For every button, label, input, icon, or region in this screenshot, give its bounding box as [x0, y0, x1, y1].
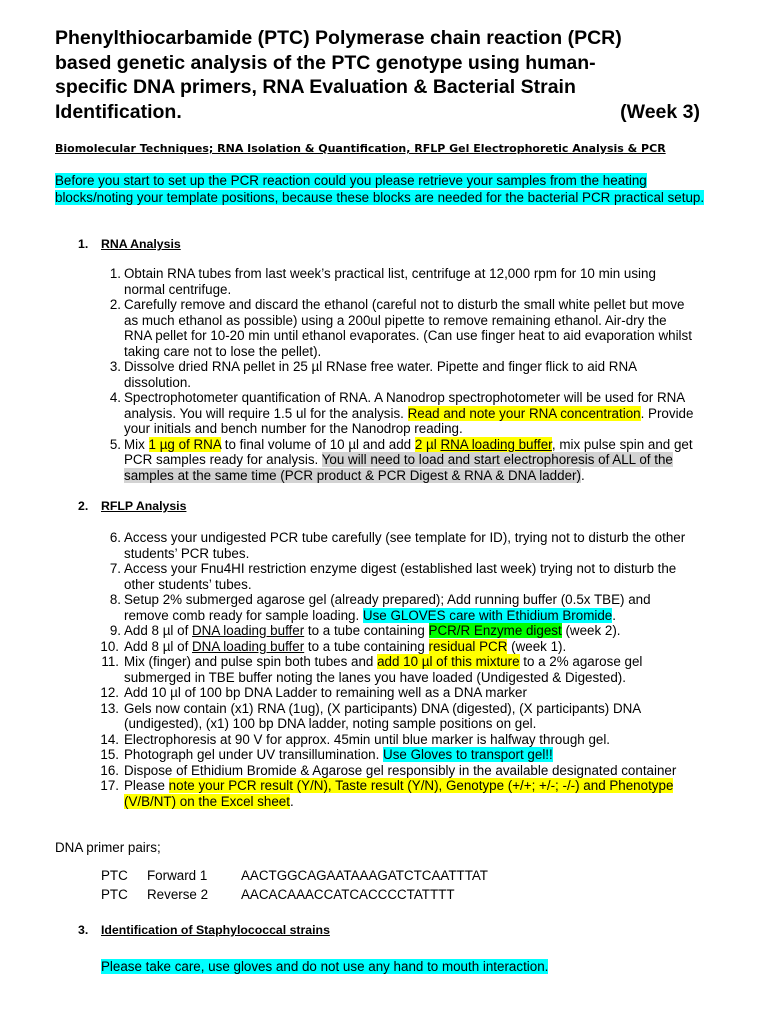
step-text-b: to a tube containing	[304, 623, 429, 638]
title-line-4-text: Identification.	[55, 100, 182, 123]
step-number: 14.	[100, 731, 119, 747]
subtitle: Biomolecular Techniques; RNA Isolation & Quantification, RFLP Gel Electrophoretic Analysis & PCR	[55, 142, 666, 155]
safety-note	[101, 959, 548, 974]
step-4	[109, 390, 696, 437]
step-number: 16.	[100, 762, 119, 778]
step-text: Electrophoresis at 90 V for approx. 45min until blue marker is halfway through gel.	[124, 731, 611, 747]
step-8	[109, 592, 696, 623]
step-text: Add 10 µl of 100 bp DNA Ladder to remaining well as a DNA marker	[124, 685, 527, 700]
intro-notice	[55, 172, 705, 206]
step-text-a: Please	[124, 778, 169, 793]
step-17	[100, 778, 696, 809]
underlined-dna-loading-buffer: DNA loading buffer	[192, 638, 305, 654]
step-number: 6.	[109, 530, 121, 545]
highlight-rna-loading-buffer: RNA loading buffer	[440, 436, 552, 452]
section-3-heading	[78, 923, 330, 937]
step-number: 5.	[109, 436, 121, 452]
step-text-a: Add 8 µl of	[124, 638, 193, 654]
section-3-title: Identification of Staphylococcal strains	[101, 923, 330, 937]
step-text: Obtain RNA tubes from last week’s practical list, centrifuge at 12,000 rpm for 10 min using normal centrifuge.	[124, 266, 656, 297]
step-16	[100, 762, 696, 779]
step-number: 8.	[109, 592, 121, 607]
primer-pairs-label: DNA primer pairs;	[55, 840, 161, 855]
step-number: 3.	[109, 359, 121, 374]
step-text-a: Mix	[124, 436, 149, 452]
step-text-b: to a 2% agarose gel submerged in TBE buffer noting the lanes you have loaded (Undigested & Digested).	[124, 654, 643, 685]
step-number: 13.	[100, 700, 119, 716]
step-12	[100, 685, 696, 701]
highlight-add-mixture: add 10 µl of this mixture	[377, 654, 520, 669]
section-2-title: RFLP Analysis	[101, 499, 187, 513]
gray-highlight-electrophoresis: You will need to load and start electrophoresis of ALL of the samples at the same time (PCR product & PCR Digest & RNA & DNA ladder)	[124, 452, 673, 483]
primer-name: Reverse 2	[147, 887, 209, 902]
step-number: 7.	[109, 561, 121, 576]
step-number: 12.	[100, 685, 119, 700]
step-7	[109, 561, 696, 592]
highlight-rna-amount: 1 µg of RNA	[148, 436, 222, 452]
step-number: 11.	[101, 654, 119, 669]
primer-sequence: AACTGGCAGAATAAAGATCTCAATTTAT	[241, 868, 488, 883]
step-text-c: (week 1).	[507, 638, 567, 654]
highlight-gloves-ethidium: Use GLOVES care with Ethidium Bromide	[362, 607, 613, 623]
step-text-b: to a tube containing	[304, 638, 429, 654]
step-number: 4.	[109, 390, 121, 405]
step-number: 2.	[109, 297, 121, 312]
step-text-a: Setup 2% submerged agarose gel (already prepared); Add running buffer (0.5x TBE) and remove comb ready for sample loading.	[124, 592, 651, 623]
step-text-c: (week 2).	[561, 623, 621, 638]
section-2-heading	[78, 499, 186, 513]
step-text-a: Photograph gel under UV transillumination.	[124, 747, 384, 762]
step-text-b: .	[612, 607, 616, 623]
section-1-title: RNA Analysis	[101, 237, 181, 251]
title-line-2: based genetic analysis of the PTC genotype using human-	[55, 51, 596, 74]
step-11	[101, 654, 696, 685]
rna-analysis-steps	[109, 266, 696, 483]
document-title	[55, 26, 700, 124]
step-1	[109, 266, 696, 297]
step-2	[109, 297, 696, 359]
step-13	[100, 700, 696, 732]
week-label: (Week 3)	[620, 100, 700, 123]
step-text-e: .	[580, 467, 585, 483]
section-1-heading	[78, 237, 181, 251]
section-2-number: 2.	[78, 499, 89, 513]
step-text: Carefully remove and discard the ethanol (careful not to disturb the small white pellet but move as much ethanol as possible) using a 200ul pipette to remove remaining ethanol. Air-dry the RNA pellet for 10-20 min until ethanol evaporates. (Can use finger heat to aid evaporation whilst taking care not to lose the pellet).	[124, 297, 692, 359]
step-text-a: Mix (finger) and pulse spin both tubes and	[124, 654, 378, 669]
step-text-a: Spectrophotometer quantification of RNA. A Nanodrop spectrophotometer will be used for RNA analysis. You will require 1.5 ul for the analysis.	[124, 390, 685, 421]
step-text-a: Add 8 µl of	[124, 623, 193, 638]
step-5	[109, 436, 696, 484]
step-text: Dispose of Ethidium Bromide & Agarose gel responsibly in the available designated container	[124, 762, 677, 778]
step-number: 9.	[109, 623, 121, 638]
primer-sequence: AACACAAACCATCACCCCTATTTT	[241, 887, 455, 902]
step-number: 1.	[109, 266, 121, 281]
step-9	[109, 623, 696, 639]
step-number: 10.	[100, 638, 119, 654]
step-14	[100, 731, 696, 748]
highlight-note-rna: Read and note your RNA concentration	[407, 405, 641, 421]
step-6	[109, 530, 696, 561]
rflp-analysis-steps	[100, 530, 696, 809]
step-text-b: to final volume of 10 µl and add	[221, 436, 415, 452]
step-text-d: , mix pulse spin and get PCR samples ready for analysis.	[124, 436, 693, 467]
primer-gene: PTC	[101, 868, 128, 883]
highlight-residual-pcr: residual PCR	[428, 638, 508, 654]
step-text: Dissolve dried RNA pellet in 25 µl RNase free water. Pipette and finger flick to aid RNA dissolution.	[124, 359, 637, 390]
step-15	[100, 747, 696, 763]
title-line-1: Phenylthiocarbamide (PTC) Polymerase chain reaction (PCR)	[55, 27, 622, 49]
step-10	[100, 638, 696, 655]
step-text: Access your Fnu4HI restriction enzyme digest (established last week) trying not to disturb the other students’ tubes.	[124, 561, 677, 592]
step-text: Gels now contain (x1) RNA (1ug), (X participants) DNA (digested), (X participants) DNA (undigested), (x1) 100 bp DNA ladder, noting sample positions on gel.	[124, 700, 641, 731]
primer-gene: PTC	[101, 887, 128, 902]
section-1-number: 1.	[78, 237, 89, 251]
step-number: 17.	[100, 778, 119, 793]
highlight-enzyme-digest: PCR/R Enzyme digest	[428, 623, 562, 638]
step-text-b: .	[289, 793, 294, 809]
title-line-3: specific DNA primers, RNA Evaluation & Bacterial Strain	[55, 76, 576, 98]
highlight-excel-results: note your PCR result (Y/N), Taste result (Y/N), Genotype (+/+; +/-; -/-) and Phenotype (V/B/NT) on the Excel sheet	[124, 778, 674, 809]
underlined-dna-loading-buffer: DNA loading buffer	[192, 623, 305, 638]
primer-name: Forward 1	[147, 868, 208, 883]
step-number: 15.	[100, 747, 119, 762]
intro-highlight: Before you start to set up the PCR reaction could you please retrieve your samples from the heating blocks/noting your template positions, because these blocks are needed for the bacterial PCR practical setup.	[55, 173, 705, 206]
step-3	[109, 359, 696, 390]
step-text: Access your undigested PCR tube carefully (see template for ID), trying not to disturb the other students’ PCR tubes.	[124, 530, 686, 561]
title-line-4	[55, 100, 700, 125]
section-3-number: 3.	[78, 923, 89, 937]
step-text-b: . Provide your initials and bench number for the Nanodrop reading.	[124, 405, 694, 436]
safety-note-highlight: Please take care, use gloves and do not use any hand to mouth interaction.	[101, 959, 549, 974]
highlight-gloves-transport: Use Gloves to transport gel!!	[383, 747, 553, 762]
highlight-buffer-volume: 2 µl	[414, 436, 437, 452]
